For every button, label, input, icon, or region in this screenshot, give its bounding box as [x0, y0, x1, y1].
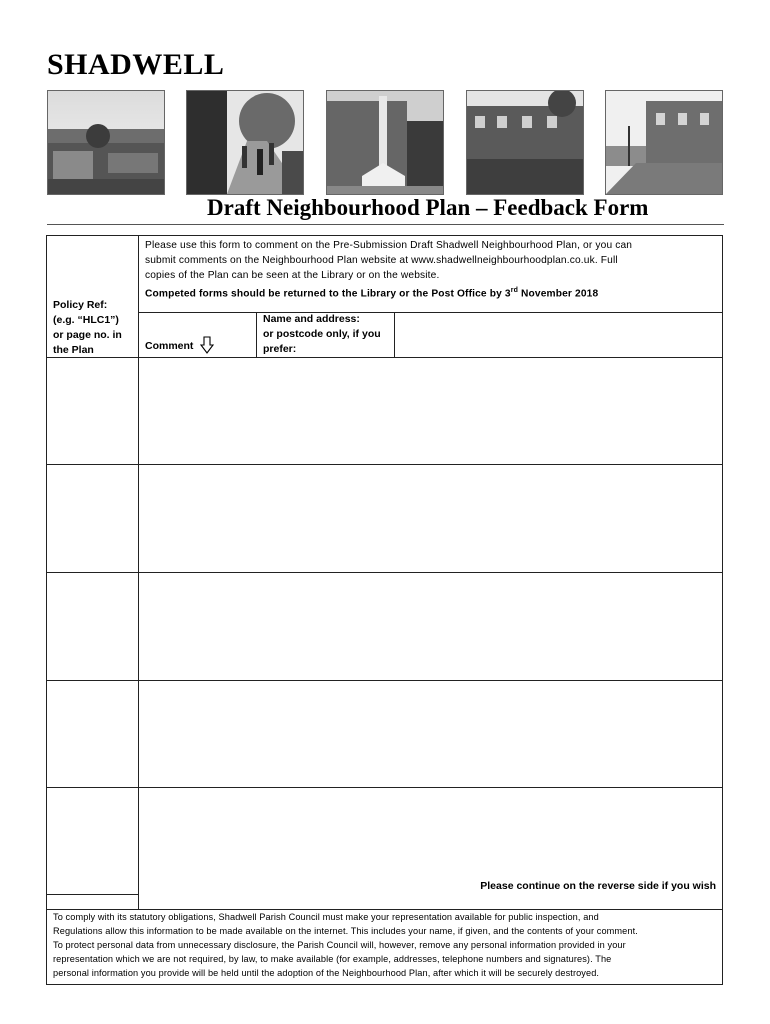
policy-ref-label: Policy Ref: (e.g. “HLC1”) or page no. in the Plan	[53, 299, 122, 356]
policy-ref-field-2[interactable]	[48, 466, 136, 571]
row-divider-6	[46, 894, 138, 895]
form-instructions: Please use this form to comment on the Pre-Submission Draft Shadwell Neighbourhood Plan, or you can submit comments on the Neighbourhood Plan website at www.shadwellneighbourhoodplan.co.uk. Full copies of the Plan can be seen at the Library or on the website. Competed forms should be returned to the Library or the Post Office by 3rd November 2018	[145, 238, 715, 301]
comment-field-5[interactable]	[140, 789, 722, 877]
war-memorial-photo	[326, 90, 444, 195]
village-street-photo	[605, 90, 723, 195]
row-divider-5	[46, 787, 723, 788]
comment-name-divider	[256, 312, 257, 357]
form-title: Draft Neighbourhood Plan – Feedback Form	[207, 195, 649, 220]
policy-ref-field-4[interactable]	[48, 682, 136, 786]
title-rule	[47, 224, 724, 225]
return-note: Competed forms should be returned to the Library or the Post Office by 3rd November 2018	[145, 287, 599, 300]
row-divider-1	[46, 357, 723, 358]
name-address-field[interactable]	[396, 314, 721, 355]
policy-ref-field-3[interactable]	[48, 574, 136, 679]
comment-field-1[interactable]	[140, 359, 722, 463]
policy-ref-field-5[interactable]	[48, 789, 136, 893]
policy-ref-field-1[interactable]	[48, 359, 136, 463]
comment-label: Comment	[145, 336, 214, 354]
row-divider-3	[46, 572, 723, 573]
comment-field-3[interactable]	[140, 574, 722, 679]
allotment-garden-photo	[47, 90, 165, 195]
comment-field-4[interactable]	[140, 682, 722, 786]
down-arrow-icon	[200, 336, 214, 354]
terrace-houses-photo	[466, 90, 584, 195]
comment-field-2[interactable]	[140, 466, 722, 571]
continue-note: Please continue on the reverse side if you wish	[480, 880, 716, 892]
name-address-label: Name and address: or postcode only, if you prefer:	[263, 313, 381, 355]
header-row-divider	[138, 312, 723, 313]
row-divider-2	[46, 464, 723, 465]
name-field-divider	[394, 312, 395, 357]
walkers-on-path-photo	[186, 90, 304, 195]
privacy-notice: To comply with its statutory obligations, Shadwell Parish Council must make your representation available for public inspection, and Regulations allow this information to be made available on the internet. This includes your name, if given, and the contents of your comment. To protect personal data from unnecessary disclosure, the Parish Council will, however, remove any personal information provided in your representation which we are not required, by law, to make available (for example, addresses, telephone numbers and signatures). The personal information you provide will be held until the adoption of the Neighbourhood Plan, after which it will be securely destroyed.	[53, 912, 638, 978]
row-divider-4	[46, 680, 723, 681]
page-title: SHADWELL	[47, 48, 225, 81]
